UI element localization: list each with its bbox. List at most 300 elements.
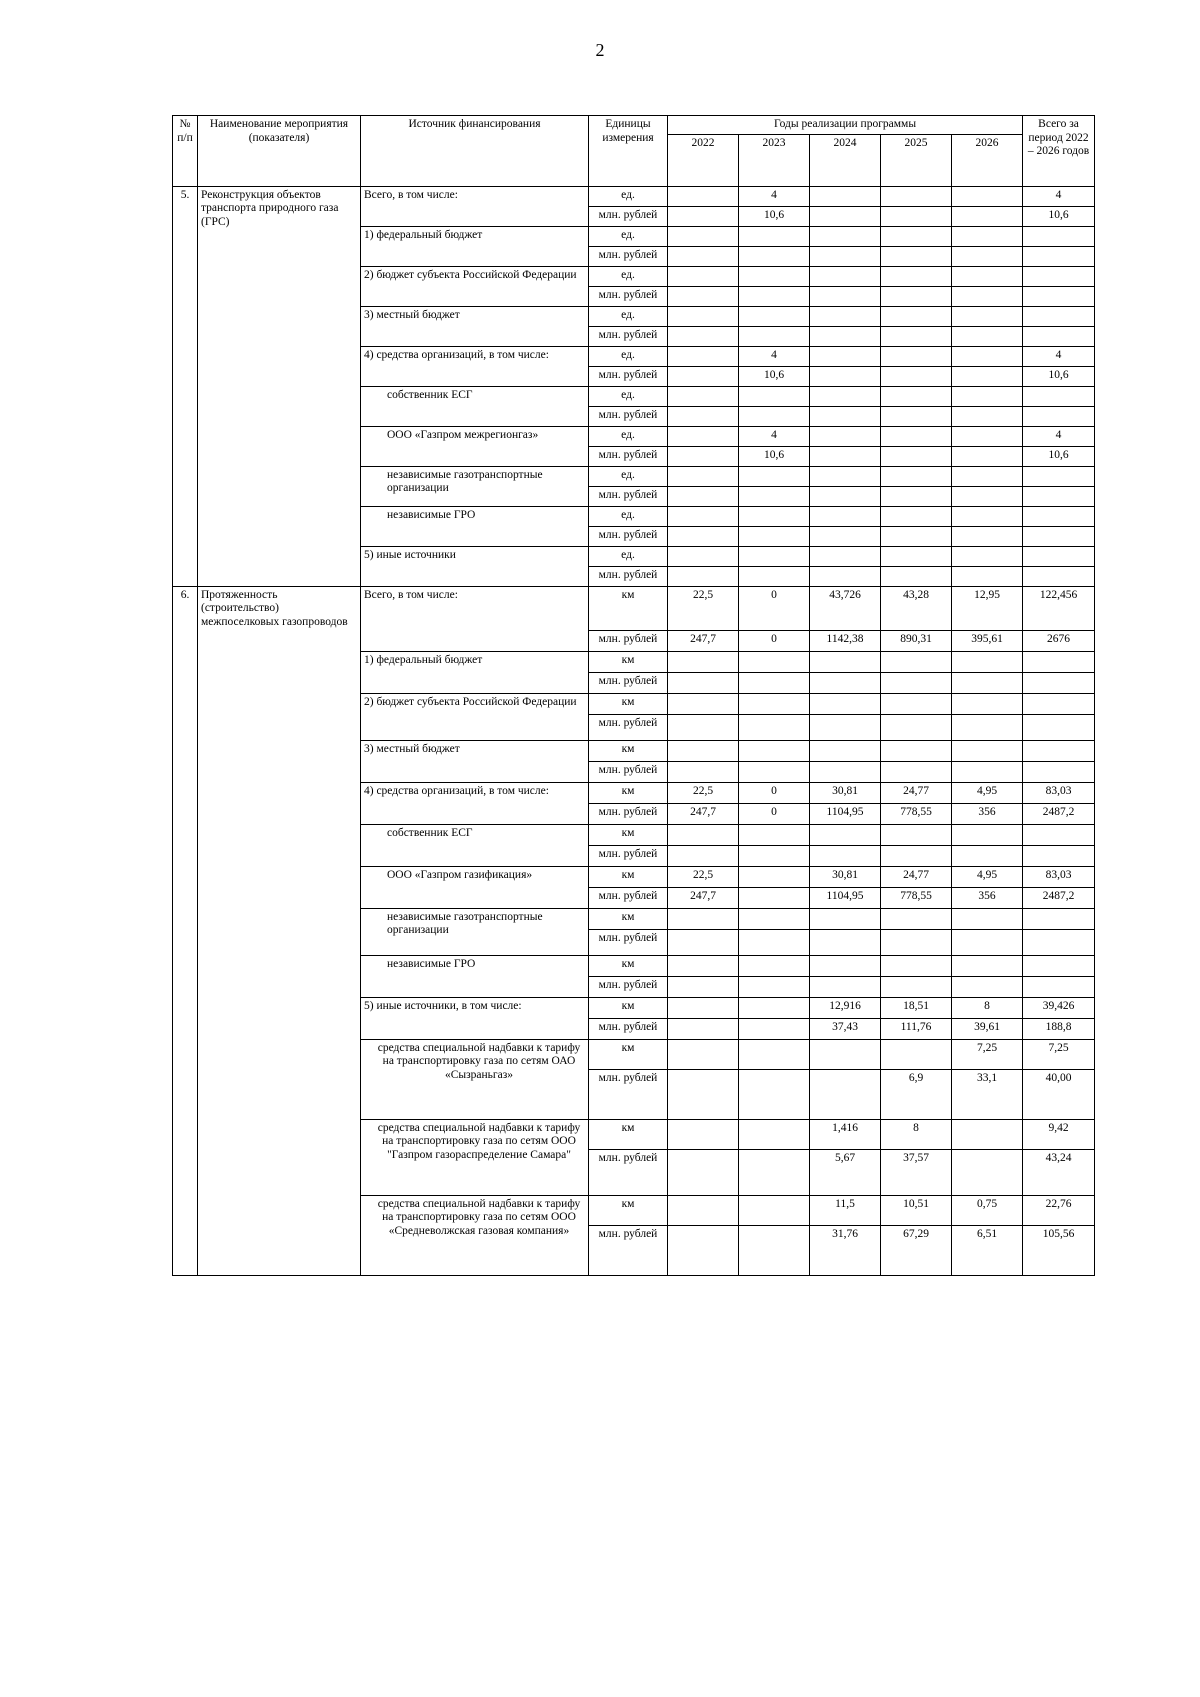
total-cell [1023,286,1095,306]
year-value-cell [739,286,810,306]
funding-source: собственник ЕСГ [361,386,589,426]
year-value-cell [810,186,881,206]
unit-cell: млн. рублей [589,672,668,693]
year-value-cell [881,306,952,326]
unit-cell: км [589,1039,668,1069]
year-value-cell [810,466,881,486]
year-value-cell [739,266,810,286]
col-unit-header: Единицы измерения [589,116,668,187]
year-value-cell [952,908,1023,929]
year-value-cell [952,976,1023,997]
year-value-cell [668,566,739,586]
year-value-cell: 4 [739,186,810,206]
year-value-cell [739,1195,810,1225]
year-value-cell [952,824,1023,845]
year-value-cell [952,546,1023,566]
item-number: 5. [173,186,198,586]
year-value-cell [881,651,952,672]
year-value-cell [739,506,810,526]
year-value-cell: 39,61 [952,1018,1023,1039]
unit-cell: ед. [589,346,668,366]
unit-cell: млн. рублей [589,976,668,997]
year-value-cell: 1104,95 [810,887,881,908]
funding-source: независимые газотранспортные организации [361,908,589,955]
year-value-cell: 30,81 [810,866,881,887]
year-value-cell [739,526,810,546]
year-value-cell [881,526,952,546]
year-value-cell [668,326,739,346]
funding-source: средства специальной надбавки к тарифу на транспортировку газа по сетям ООО "Газпром газораспределение Самара" [361,1119,589,1195]
year-value-cell [881,366,952,386]
total-cell: 10,6 [1023,206,1095,226]
year-value-cell: 67,29 [881,1225,952,1275]
total-cell [1023,526,1095,546]
year-value-cell [881,929,952,955]
year-value-cell [952,346,1023,366]
year-value-cell: 890,31 [881,630,952,651]
year-value-cell [739,714,810,740]
col-source-header: Источник финансирования [361,116,589,187]
year-value-cell [810,246,881,266]
unit-cell: млн. рублей [589,1018,668,1039]
unit-cell: ед. [589,306,668,326]
year-value-cell [881,672,952,693]
year-value-cell [810,266,881,286]
year-value-cell: 247,7 [668,803,739,824]
year-value-cell [668,761,739,782]
year-value-cell [952,566,1023,586]
year-value-cell [668,714,739,740]
year-value-cell [739,1069,810,1119]
total-cell [1023,466,1095,486]
year-value-cell [739,466,810,486]
total-cell [1023,386,1095,406]
funding-source: Всего, в том числе: [361,586,589,651]
total-cell [1023,246,1095,266]
unit-cell: ед. [589,506,668,526]
year-value-cell [739,566,810,586]
total-cell [1023,761,1095,782]
year-value-cell [881,386,952,406]
unit-cell: млн. рублей [589,803,668,824]
year-value-cell: 778,55 [881,887,952,908]
col-no-header: № п/п [173,116,198,187]
year-value-cell [739,1039,810,1069]
year-value-cell [952,672,1023,693]
year-value-cell [739,326,810,346]
year-value-cell: 10,6 [739,206,810,226]
year-value-cell [739,386,810,406]
year-value-cell [952,761,1023,782]
year-value-cell [739,740,810,761]
total-cell: 40,00 [1023,1069,1095,1119]
unit-cell: млн. рублей [589,286,668,306]
year-value-cell: 4 [739,346,810,366]
year-value-cell [810,1039,881,1069]
total-cell [1023,651,1095,672]
year-value-cell: 111,76 [881,1018,952,1039]
unit-cell: км [589,651,668,672]
funding-source: 1) федеральный бюджет [361,226,589,266]
year-value-cell [739,1119,810,1149]
year-value-cell: 24,77 [881,782,952,803]
year-value-cell [881,506,952,526]
year-value-cell [952,486,1023,506]
year-value-cell: 8 [881,1119,952,1149]
year-value-cell [668,346,739,366]
year-value-cell [668,226,739,246]
funding-source: 2) бюджет субъекта Российской Федерации [361,266,589,306]
year-value-cell [952,426,1023,446]
total-cell [1023,566,1095,586]
funding-source: Всего, в том числе: [361,186,589,226]
page-number: 2 [595,40,605,60]
year-value-cell [739,887,810,908]
funding-source: независимые ГРО [361,955,589,997]
year-value-cell [952,466,1023,486]
year-value-cell [668,1225,739,1275]
total-cell: 43,24 [1023,1149,1095,1195]
year-value-cell [952,286,1023,306]
year-value-cell [881,908,952,929]
year-value-cell [810,929,881,955]
total-cell: 10,6 [1023,366,1095,386]
year-value-cell [810,651,881,672]
year-value-cell [810,740,881,761]
year-value-cell [810,446,881,466]
year-value-cell: 247,7 [668,887,739,908]
year-value-cell [881,955,952,976]
unit-cell: млн. рублей [589,566,668,586]
year-value-cell [810,976,881,997]
total-cell: 9,42 [1023,1119,1095,1149]
year-value-cell: 0 [739,803,810,824]
year-value-cell: 10,51 [881,1195,952,1225]
year-value-cell [739,226,810,246]
total-cell [1023,929,1095,955]
unit-cell: км [589,586,668,630]
total-cell [1023,266,1095,286]
funding-source: 5) иные источники [361,546,589,586]
col-name-header: Наименование мероприятия (показателя) [198,116,361,187]
year-value-cell [881,326,952,346]
unit-cell: млн. рублей [589,929,668,955]
year-value-cell [739,997,810,1018]
unit-cell: млн. рублей [589,326,668,346]
unit-cell: млн. рублей [589,761,668,782]
year-value-cell [952,326,1023,346]
year-value-cell [810,326,881,346]
year-value-cell: 37,57 [881,1149,952,1195]
year-header: 2022 [668,134,739,186]
year-value-cell [668,740,739,761]
funding-source: ООО «Газпром межрегионгаз» [361,426,589,466]
unit-cell: км [589,824,668,845]
unit-cell: млн. рублей [589,486,668,506]
year-value-cell: 1142,38 [810,630,881,651]
total-cell [1023,908,1095,929]
table-row [173,586,1095,630]
unit-cell: км [589,1119,668,1149]
unit-cell: км [589,1195,668,1225]
year-value-cell [668,506,739,526]
year-value-cell [739,672,810,693]
year-value-cell [881,186,952,206]
year-value-cell [739,845,810,866]
unit-cell: млн. рублей [589,1225,668,1275]
year-value-cell [668,1149,739,1195]
year-value-cell: 6,51 [952,1225,1023,1275]
unit-cell: км [589,693,668,714]
year-value-cell [952,740,1023,761]
unit-cell: млн. рублей [589,406,668,426]
year-value-cell [952,526,1023,546]
year-value-cell: 1104,95 [810,803,881,824]
total-cell: 105,56 [1023,1225,1095,1275]
funding-source: средства специальной надбавки к тарифу на транспортировку газа по сетям ООО «Средневолжская газовая компания» [361,1195,589,1275]
total-cell: 4 [1023,186,1095,206]
year-value-cell [739,1018,810,1039]
year-value-cell [739,651,810,672]
unit-cell: км [589,740,668,761]
table-body [173,186,1095,1275]
unit-cell: ед. [589,266,668,286]
year-value-cell [810,714,881,740]
item-name: Протяженность (строительство) межпоселковых газопроводов [198,586,361,1275]
year-value-cell [952,929,1023,955]
year-value-cell: 395,61 [952,630,1023,651]
total-cell [1023,506,1095,526]
year-value-cell [739,929,810,955]
year-value-cell [952,1119,1023,1149]
year-value-cell [668,929,739,955]
funding-source: ООО «Газпром газификация» [361,866,589,908]
year-value-cell [881,266,952,286]
year-value-cell [810,824,881,845]
year-value-cell [952,955,1023,976]
year-value-cell [668,1119,739,1149]
year-value-cell [810,306,881,326]
year-value-cell [668,406,739,426]
year-value-cell [881,446,952,466]
year-header: 2026 [952,134,1023,186]
year-value-cell [739,866,810,887]
total-cell: 83,03 [1023,866,1095,887]
year-value-cell [739,1149,810,1195]
unit-cell: ед. [589,466,668,486]
total-cell [1023,693,1095,714]
year-value-cell [881,740,952,761]
year-header: 2024 [810,134,881,186]
total-cell: 39,426 [1023,997,1095,1018]
year-value-cell [881,226,952,246]
year-value-cell [881,566,952,586]
total-cell: 122,456 [1023,586,1095,630]
year-value-cell [668,366,739,386]
year-value-cell [739,908,810,929]
year-value-cell [952,714,1023,740]
year-value-cell: 356 [952,887,1023,908]
total-cell [1023,406,1095,426]
year-value-cell [668,651,739,672]
year-value-cell [881,246,952,266]
year-value-cell [668,1039,739,1069]
total-cell: 4 [1023,346,1095,366]
year-value-cell [810,486,881,506]
total-cell [1023,955,1095,976]
year-value-cell: 4,95 [952,782,1023,803]
year-value-cell [739,955,810,976]
total-cell [1023,845,1095,866]
item-number: 6. [173,586,198,1275]
total-cell [1023,546,1095,566]
total-cell [1023,486,1095,506]
year-value-cell [810,506,881,526]
year-value-cell: 30,81 [810,782,881,803]
year-value-cell [952,845,1023,866]
unit-cell: км [589,866,668,887]
year-value-cell [668,546,739,566]
year-value-cell: 247,7 [668,630,739,651]
year-value-cell: 22,5 [668,866,739,887]
unit-cell: ед. [589,546,668,566]
year-value-cell: 0,75 [952,1195,1023,1225]
year-value-cell: 31,76 [810,1225,881,1275]
year-value-cell [810,226,881,246]
year-value-cell: 18,51 [881,997,952,1018]
unit-cell: ед. [589,426,668,446]
year-value-cell: 33,1 [952,1069,1023,1119]
year-value-cell [810,406,881,426]
year-value-cell: 6,9 [881,1069,952,1119]
year-value-cell [881,466,952,486]
year-value-cell [952,206,1023,226]
total-cell: 10,6 [1023,446,1095,466]
year-value-cell [810,366,881,386]
year-value-cell [668,1069,739,1119]
unit-cell: км [589,997,668,1018]
unit-cell: ед. [589,226,668,246]
total-cell: 22,76 [1023,1195,1095,1225]
year-value-cell [739,546,810,566]
unit-cell: км [589,908,668,929]
year-value-cell [668,908,739,929]
year-value-cell: 43,726 [810,586,881,630]
unit-cell: ед. [589,386,668,406]
unit-cell: км [589,782,668,803]
year-value-cell: 356 [952,803,1023,824]
funding-source: 3) местный бюджет [361,306,589,346]
year-value-cell [952,446,1023,466]
year-value-cell [739,1225,810,1275]
year-value-cell [952,226,1023,246]
year-value-cell [881,206,952,226]
year-value-cell [739,486,810,506]
total-cell [1023,672,1095,693]
total-cell: 2676 [1023,630,1095,651]
year-value-cell [668,426,739,446]
year-value-cell [810,566,881,586]
year-value-cell [952,1149,1023,1195]
years-group-header: Годы реализации программы [668,116,1023,135]
unit-cell: млн. рублей [589,1149,668,1195]
funding-source: 2) бюджет субъекта Российской Федерации [361,693,589,740]
year-value-cell: 4 [739,426,810,446]
total-cell [1023,824,1095,845]
year-value-cell [668,976,739,997]
year-value-cell [952,651,1023,672]
unit-cell: км [589,955,668,976]
year-value-cell: 12,95 [952,586,1023,630]
year-value-cell [810,386,881,406]
year-value-cell [952,506,1023,526]
year-value-cell [810,426,881,446]
year-value-cell [952,186,1023,206]
year-value-cell [881,693,952,714]
year-value-cell: 10,6 [739,366,810,386]
year-value-cell [881,286,952,306]
year-value-cell [739,306,810,326]
funding-source: независимые ГРО [361,506,589,546]
year-value-cell [881,761,952,782]
year-value-cell [952,406,1023,426]
year-value-cell: 1,416 [810,1119,881,1149]
unit-cell: млн. рублей [589,1069,668,1119]
year-value-cell [739,246,810,266]
unit-cell: млн. рублей [589,526,668,546]
total-cell [1023,306,1095,326]
total-cell: 188,8 [1023,1018,1095,1039]
year-value-cell: 22,5 [668,782,739,803]
year-header: 2025 [881,134,952,186]
year-value-cell: 43,28 [881,586,952,630]
year-header: 2023 [739,134,810,186]
year-value-cell [668,486,739,506]
year-value-cell [668,1018,739,1039]
year-value-cell: 7,25 [952,1039,1023,1069]
year-value-cell [668,306,739,326]
year-value-cell [881,1039,952,1069]
table-row [173,186,1095,206]
year-value-cell: 0 [739,630,810,651]
total-cell: 2487,2 [1023,887,1095,908]
year-value-cell [810,672,881,693]
total-cell: 83,03 [1023,782,1095,803]
year-value-cell [881,346,952,366]
year-value-cell [810,908,881,929]
year-value-cell [881,845,952,866]
year-value-cell: 0 [739,586,810,630]
funding-source: 5) иные источники, в том числе: [361,997,589,1039]
year-value-cell: 0 [739,782,810,803]
year-value-cell [810,346,881,366]
year-value-cell [881,546,952,566]
year-value-cell [668,824,739,845]
total-cell [1023,714,1095,740]
year-value-cell [668,446,739,466]
year-value-cell [668,845,739,866]
year-value-cell [881,824,952,845]
year-value-cell [668,526,739,546]
col-total-header: Всего за период 2022 – 2026 годов [1023,116,1095,187]
funding-source: 3) местный бюджет [361,740,589,782]
year-value-cell: 22,5 [668,586,739,630]
year-value-cell [810,206,881,226]
unit-cell: млн. рублей [589,246,668,266]
year-value-cell [668,186,739,206]
year-value-cell: 5,67 [810,1149,881,1195]
year-value-cell [881,976,952,997]
